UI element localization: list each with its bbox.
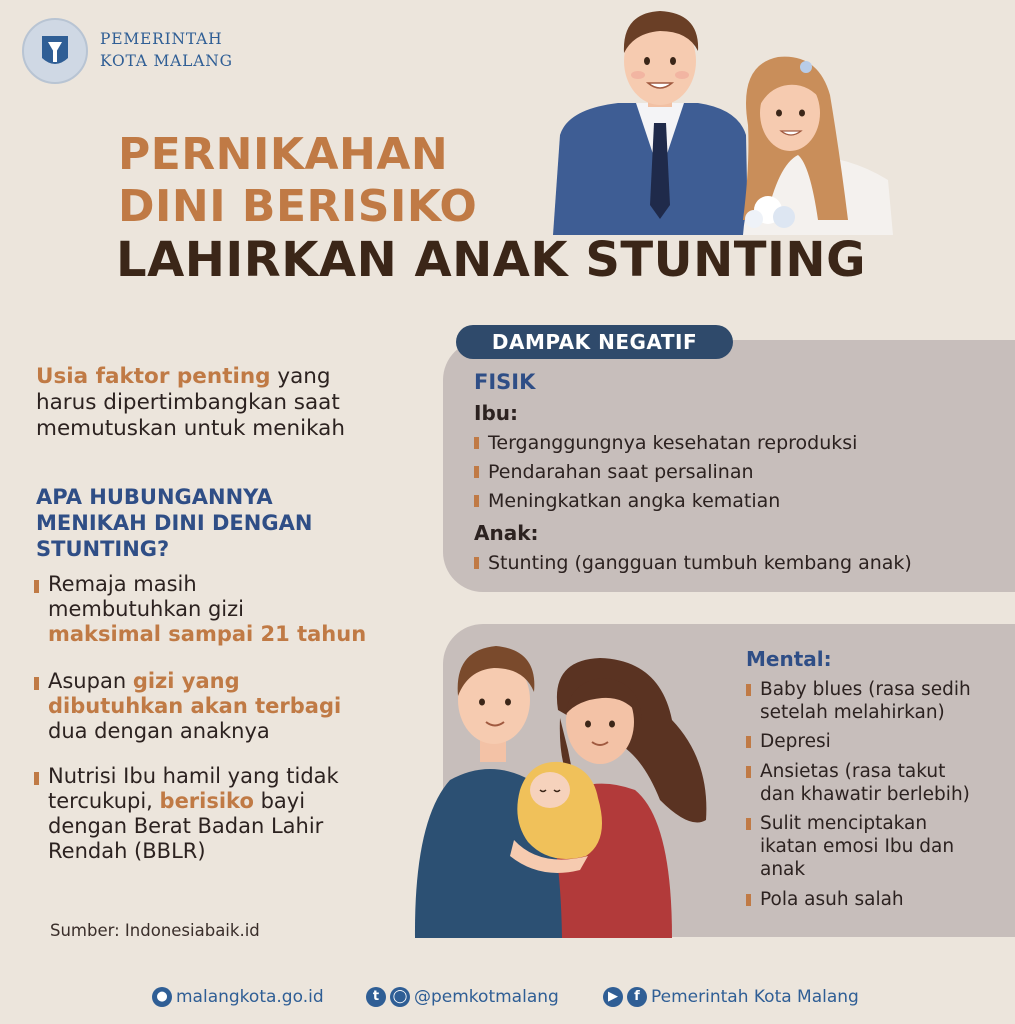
ibu-item-3: Meningkatkan angka kematian [474,489,780,513]
mental-item-5 [746,888,1008,911]
ibu-item-1: Terganggungnya kesehatan reproduksi [474,431,857,455]
bullet1-line1: Remaja masih [48,572,197,596]
bullet2-accent1: gizi yang [132,669,240,693]
bullet3-line1: Nutrisi Ibu hamil yang tidak [48,764,339,788]
ibu-item-2: Pendarahan saat persalinan [474,460,754,484]
footer-website[interactable] [152,985,324,1009]
bullet2-pre: Asupan [48,669,133,693]
dampak-negatif-badge: DAMPAK NEGATIF [456,325,733,359]
bullet3-line4: Rendah (BBLR) [48,839,206,863]
city-logo [22,18,88,84]
mental-item-1-line2: setelah melahirkan) [760,702,945,723]
globe-icon: ● [152,987,172,1007]
crest-icon [24,20,86,82]
anak-item-1: Stunting (gangguan tumbuh kembang anak) [474,551,912,575]
left-bullet-1 [34,572,419,647]
mental-item-2-line1: Depresi [760,731,831,752]
mental-item-4 [746,812,1008,881]
anak-label: Anak: [474,521,539,545]
bullet3-accent: berisiko [159,789,254,813]
intro-line2: harus dipertimbangkan saat [36,390,340,415]
logo-line1: PEMERINTAH [100,30,223,48]
title-line3: LAHIRKAN ANAK STUNTING [116,232,866,288]
title-line2: DINI BERISIKO [118,181,478,232]
bullet1-accent: maksimal sampai 21 tahun [48,622,367,646]
facebook-icon: f [627,987,647,1007]
website-text: malangkota.go.id [176,987,324,1007]
left-bullet-3 [34,764,419,864]
family-illustration [410,630,730,938]
bullet1-line2: membutuhkan gizi [48,597,244,621]
question-heading [36,484,416,562]
social-handle: @pemkotmalang [414,987,559,1007]
fisik-heading: FISIK [474,370,536,394]
ibu-label: Ibu: [474,401,518,425]
mental-item-3 [746,760,1008,806]
footer-social[interactable] [366,985,559,1009]
mental-item-3-line2: dan khawatir berlebih) [760,784,970,805]
mental-item-3-line1: Ansietas (rasa takut [760,761,946,782]
intro-text [36,364,416,442]
mental-item-4-line2: ikatan emosi Ibu dan [760,836,955,857]
left-bullet-2 [34,669,419,744]
question-line3: STUNTING? [36,537,170,561]
question-line2: MENIKAH DINI DENGAN [36,511,313,535]
bullet3-line3: dengan Berat Badan Lahir [48,814,324,838]
bullet2-line3: dua dengan anaknya [48,719,270,743]
youtube-icon: ▶ [603,987,623,1007]
source-credit: Sumber: Indonesiabaik.id [50,921,260,940]
bullet3-post: bayi [253,789,306,813]
footer-pages[interactable] [603,985,859,1009]
city-name [100,28,233,72]
mental-item-5-line1: Pola asuh salah [760,889,904,910]
mental-heading: Mental: [746,647,832,671]
page-name: Pemerintah Kota Malang [651,987,859,1007]
mental-item-2 [746,730,1008,753]
intro-rest: yang [270,364,331,389]
bullet2-accent2: dibutuhkan akan terbagi [48,694,342,718]
mental-item-1-line1: Baby blues (rasa sedih [760,679,971,700]
title-line1: PERNIKAHAN [118,129,449,180]
twitter-icon: t [366,987,386,1007]
logo-line2: KOTA MALANG [100,52,233,70]
mental-item-1 [746,678,1008,724]
mental-item-4-line3: anak [760,859,806,880]
couple-illustration [548,5,900,235]
question-line1: APA HUBUNGANNYA [36,485,273,509]
bullet3-pre: tercukupi, [48,789,160,813]
mental-item-4-line1: Sulit menciptakan [760,813,928,834]
intro-line3: memutuskan untuk menikah [36,416,345,441]
intro-accent: Usia faktor penting [36,364,271,389]
instagram-icon: ◯ [390,987,410,1007]
